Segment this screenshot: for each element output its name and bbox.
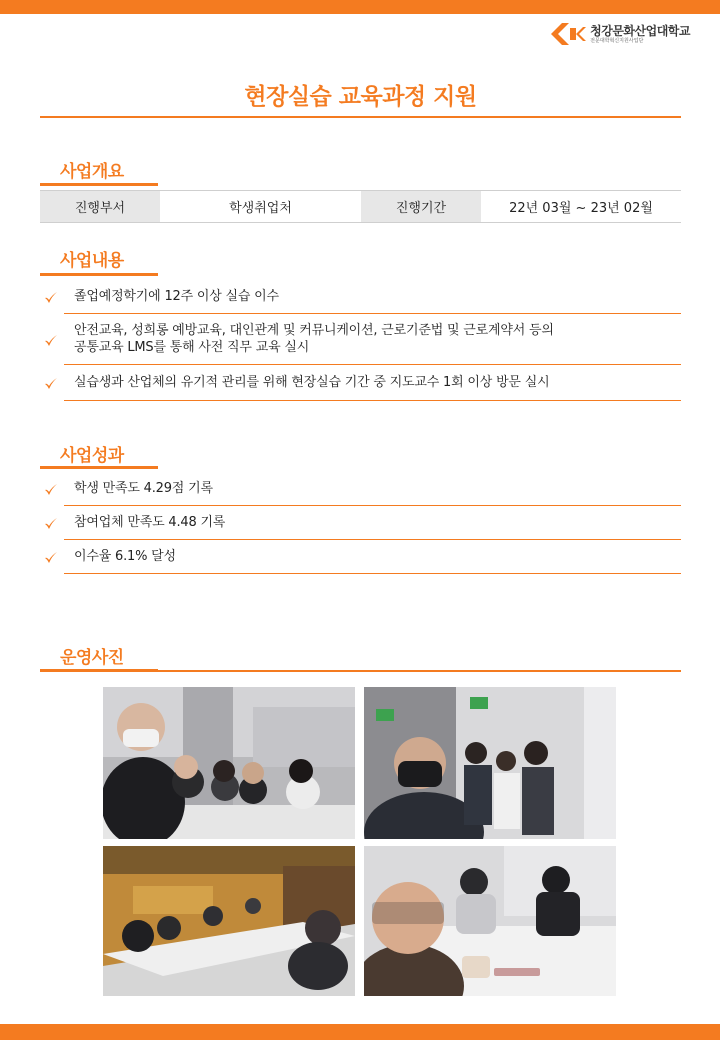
check-icon	[44, 377, 58, 390]
logo-name: 청강문화산업대학교	[590, 23, 690, 38]
result-item-text: 이수율 6.1% 달성	[74, 549, 176, 564]
overview-section-underline	[40, 183, 158, 186]
list-item	[40, 540, 681, 574]
period-label: 진행기간	[361, 191, 481, 222]
photos-section-title: 운영사진	[60, 648, 124, 668]
list-item	[40, 314, 681, 365]
overview-table	[40, 190, 681, 223]
photos-section-rule	[158, 670, 681, 672]
list-item	[40, 506, 681, 540]
title-divider	[40, 116, 681, 118]
list-item	[40, 280, 681, 314]
results-section-title: 사업성과	[60, 446, 124, 466]
content-item-text: 안전교육, 성희롱 예방교육, 대인관계 및 커뮤니케이션, 근로기준법 및 근로계약서 등의	[74, 323, 554, 338]
content-section-title: 사업내용	[60, 251, 124, 271]
page-title: 현장실습 교육과정 지원	[244, 84, 477, 110]
check-icon	[44, 334, 58, 347]
content-item-text-continued: 공통교육 LMS를 통해 사전 직무 교육 실시	[74, 340, 310, 355]
dept-label: 진행부서	[40, 191, 160, 222]
photo-table-selfie	[364, 846, 616, 996]
dept-value: 학생취업처	[229, 201, 292, 216]
university-logo	[548, 20, 690, 48]
result-item-text: 학생 만족도 4.29점 기록	[74, 481, 213, 496]
content-item-text: 실습생과 산업체의 유기적 관리를 위해 현장실습 기간 중 지도교수 1회 이상 방문 실시	[74, 375, 550, 390]
photo-meeting-room	[103, 687, 355, 839]
bottom-accent-bar	[0, 1024, 720, 1040]
results-section-underline	[40, 466, 158, 469]
check-icon	[44, 483, 58, 496]
overview-section-title: 사업개요	[60, 162, 124, 182]
check-icon	[44, 517, 58, 530]
photos-section-underline	[40, 669, 158, 672]
content-item-text: 졸업예정학기에 12주 이상 실습 이수	[74, 289, 279, 304]
list-item	[40, 472, 681, 506]
list-item	[40, 365, 681, 401]
photo-group-selfie	[364, 687, 616, 839]
period-value: 22년 03월 ~ 23년 02월	[509, 201, 653, 216]
photo-dining-hall	[103, 846, 355, 996]
result-item-text: 참여업체 만족도 4.48 기록	[74, 515, 226, 530]
content-section-underline	[40, 273, 158, 276]
logo-subtitle: 전문대학혁신지원사업단	[590, 37, 644, 44]
check-icon	[44, 551, 58, 564]
logo-ck-icon	[548, 21, 586, 47]
top-accent-bar	[0, 0, 720, 14]
check-icon	[44, 291, 58, 304]
